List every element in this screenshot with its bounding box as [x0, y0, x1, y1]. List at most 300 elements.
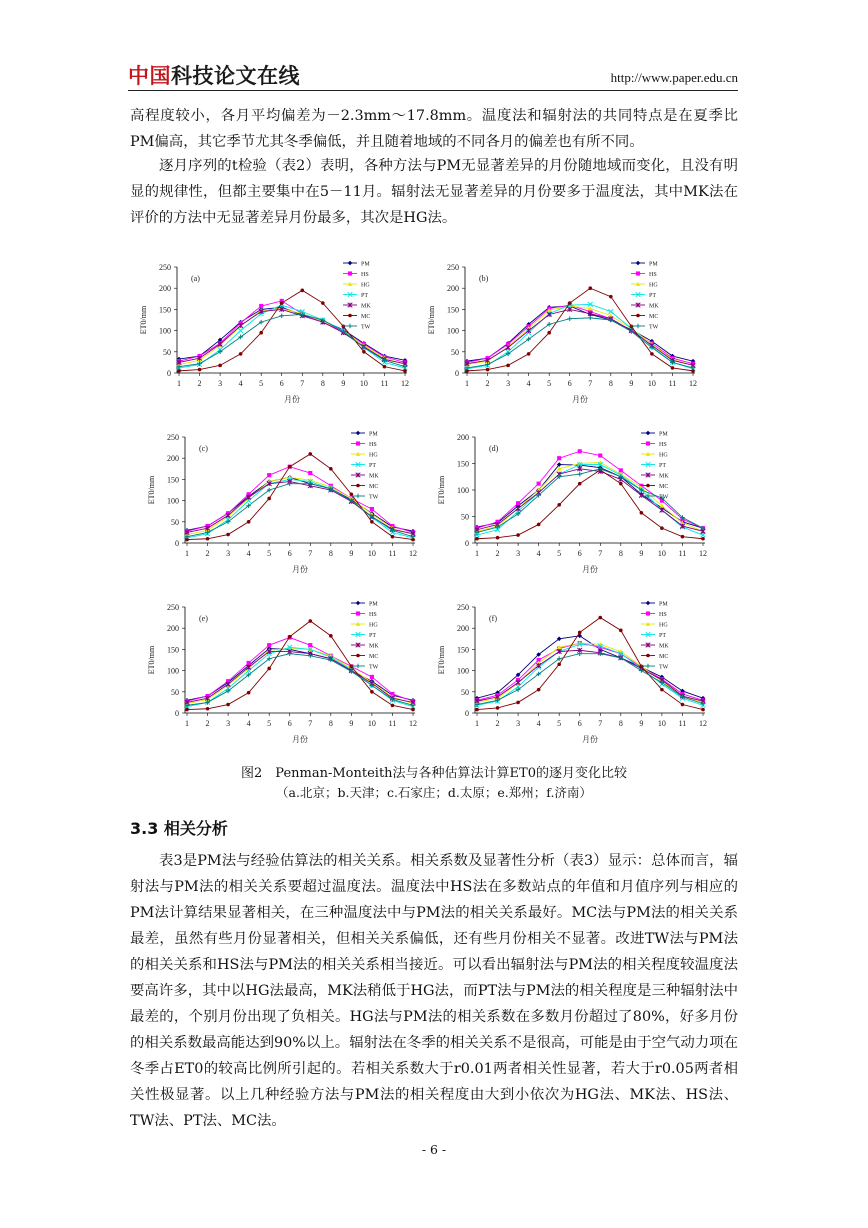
x-tick-label: 2 — [485, 379, 490, 388]
x-tick-label: 5 — [557, 719, 562, 728]
series-tw — [475, 651, 706, 706]
data-point — [640, 511, 644, 515]
data-point — [619, 482, 623, 486]
legend-label: MC — [361, 314, 371, 320]
series-line-mc — [467, 288, 693, 371]
legend-label: HG — [659, 452, 668, 459]
data-point — [547, 331, 551, 335]
x-tick-label: 6 — [577, 719, 582, 728]
series-line-tw — [187, 484, 413, 537]
x-tick-label: 6 — [567, 379, 572, 388]
data-point — [308, 619, 312, 623]
data-point — [247, 520, 251, 524]
y-tick-label: 150 — [457, 459, 469, 469]
series-mk — [185, 479, 416, 536]
data-point — [267, 473, 271, 477]
legend-label: PM — [361, 261, 370, 268]
data-point — [681, 535, 685, 539]
legend-label: PT — [369, 463, 377, 469]
legend-label: TW — [369, 494, 379, 501]
y-tick-label: 250 — [167, 603, 179, 612]
data-point — [267, 497, 271, 501]
data-point — [267, 643, 271, 647]
x-tick-label: 10 — [657, 719, 666, 728]
data-point — [239, 352, 243, 356]
x-tick-label: 1 — [465, 379, 469, 388]
x-tick-label: 2 — [495, 549, 500, 558]
data-point — [537, 523, 541, 527]
x-tick-label: 4 — [526, 379, 531, 388]
series-line-tw — [187, 654, 413, 706]
data-point — [403, 369, 407, 373]
data-point — [475, 537, 479, 541]
data-point — [516, 701, 520, 705]
data-point — [527, 352, 531, 356]
data-point — [660, 688, 664, 692]
x-tick-label: 10 — [647, 379, 656, 388]
data-point — [537, 688, 541, 692]
x-tick-label: 3 — [516, 549, 521, 558]
series-mk — [475, 648, 706, 703]
data-point — [226, 703, 230, 707]
data-point — [259, 331, 263, 335]
legend-label: PT — [361, 293, 369, 299]
y-tick-label: 100 — [159, 326, 171, 336]
x-tick-label: 11 — [388, 549, 397, 558]
y-tick-label: 200 — [447, 284, 459, 294]
legend-label: HG — [649, 282, 658, 289]
series-mk — [185, 649, 416, 704]
data-point — [660, 508, 665, 513]
x-tick-label: 7 — [588, 379, 593, 388]
data-point — [206, 707, 210, 711]
series-tw — [177, 312, 408, 369]
y-axis-label: ET0/mm — [147, 475, 156, 505]
x-tick-label: 12 — [409, 719, 417, 728]
data-point — [300, 289, 304, 293]
data-point — [496, 706, 500, 710]
legend-label: HG — [369, 452, 378, 459]
data-point — [516, 501, 520, 505]
data-point — [598, 651, 603, 656]
series-pt — [185, 477, 416, 540]
data-point — [660, 526, 664, 530]
data-point — [370, 690, 374, 694]
data-point — [578, 631, 582, 635]
y-tick-label: 250 — [159, 263, 171, 272]
x-axis-label: 月份 — [572, 395, 588, 404]
series-hs — [185, 635, 415, 703]
x-tick-label: 10 — [367, 719, 376, 728]
legend-marker — [636, 314, 640, 318]
legend-marker — [646, 654, 650, 658]
legend-label: TW — [659, 664, 669, 671]
data-point — [321, 301, 325, 305]
series-line-pt — [179, 305, 405, 368]
legend-marker — [636, 261, 641, 266]
x-tick-label: 6 — [577, 549, 582, 558]
x-tick-label: 8 — [618, 549, 623, 558]
y-tick-label: 200 — [457, 624, 469, 634]
x-tick-label: 11 — [388, 719, 397, 728]
y-tick-label: 250 — [167, 433, 179, 442]
series-mc — [185, 619, 415, 711]
y-tick-label: 0 — [465, 709, 469, 718]
legend-marker — [646, 611, 650, 615]
panel-label: (b) — [479, 274, 489, 283]
series-line-hs — [467, 305, 693, 364]
legend-marker — [646, 431, 651, 436]
series-hs — [475, 449, 705, 530]
y-tick-label: 200 — [159, 284, 171, 294]
x-tick-label: 5 — [267, 549, 272, 558]
y-tick-label: 0 — [455, 369, 459, 378]
x-tick-label: 2 — [197, 379, 202, 388]
series-mc — [475, 468, 705, 541]
legend-label: MK — [649, 303, 659, 310]
x-tick-label: 9 — [349, 549, 354, 558]
panel-label: (c) — [199, 444, 208, 453]
data-point — [329, 467, 333, 471]
y-axis-label: ET0/mm — [437, 645, 446, 675]
x-tick-label: 7 — [308, 719, 313, 728]
data-point — [391, 704, 395, 708]
x-tick-label: 9 — [629, 379, 634, 388]
legend-label: MC — [369, 654, 379, 660]
legend-label: PT — [659, 633, 667, 639]
page-number: - 6 - — [421, 1142, 447, 1157]
y-axis-label: ET0/mm — [437, 475, 446, 505]
x-axis-label: 月份 — [292, 735, 308, 744]
data-point — [557, 456, 561, 460]
x-tick-label: 4 — [536, 719, 541, 728]
x-tick-label: 5 — [547, 379, 552, 388]
y-tick-label: 100 — [167, 666, 179, 676]
legend-label: HG — [659, 622, 668, 629]
legend-marker — [356, 611, 360, 615]
chart-panel-c — [140, 425, 430, 585]
series-tw — [185, 651, 416, 707]
series-line-mc — [187, 621, 413, 710]
legend-marker — [646, 484, 650, 488]
x-tick-label: 1 — [475, 549, 479, 558]
series-line-mk — [477, 469, 703, 532]
data-point — [280, 301, 284, 305]
x-tick-label: 9 — [639, 549, 644, 558]
legend-label: PT — [369, 633, 377, 639]
legend-marker — [356, 654, 360, 658]
x-tick-label: 7 — [308, 549, 313, 558]
series-pm — [475, 462, 706, 530]
series-mc — [475, 616, 705, 712]
logo-red-text: 中国 — [128, 64, 171, 88]
legend-marker — [356, 601, 361, 606]
data-point — [671, 366, 675, 370]
x-tick-label: 12 — [409, 549, 417, 558]
x-axis-label: 月份 — [582, 735, 598, 744]
x-tick-label: 8 — [328, 549, 333, 558]
x-tick-label: 5 — [557, 549, 562, 558]
x-tick-label: 3 — [218, 379, 223, 388]
legend-label: HS — [659, 612, 667, 618]
data-point — [247, 661, 251, 665]
data-point — [557, 662, 561, 666]
header-url[interactable]: http://www.paper.edu.cn — [610, 70, 738, 85]
paragraph-1: 高程度较小，各月平均偏差为－2.3mm～17.8mm。温度法和辐射法的共同特点是在夏季比PM偏高，其它季节尤其冬季偏低，并且随着地域的不同各月的偏差也有所不同。 — [130, 108, 738, 150]
data-point — [568, 301, 572, 305]
legend-marker — [646, 601, 651, 606]
y-tick-label: 50 — [171, 687, 179, 697]
legend-marker — [348, 261, 353, 266]
legend-marker — [356, 431, 361, 436]
x-tick-label: 8 — [608, 379, 613, 388]
x-tick-label: 7 — [598, 549, 603, 558]
y-tick-label: 150 — [159, 305, 171, 315]
legend-label: HG — [361, 282, 370, 289]
legend-marker — [348, 324, 353, 329]
y-tick-label: 100 — [457, 486, 469, 495]
x-tick-label: 1 — [177, 379, 181, 388]
chart-panel-a — [132, 255, 422, 415]
data-point — [383, 365, 387, 369]
series-line-pt — [477, 465, 703, 535]
legend-label: MC — [659, 654, 669, 660]
panel-label: (d) — [489, 444, 499, 453]
data-point — [288, 465, 292, 469]
x-tick-label: 7 — [598, 719, 603, 728]
legend-label: MK — [369, 473, 379, 480]
data-point — [681, 703, 685, 707]
panel-label: (e) — [199, 614, 208, 623]
series-line-mc — [187, 454, 413, 540]
x-tick-label: 9 — [349, 719, 354, 728]
legend-label: HS — [659, 442, 667, 448]
x-tick-label: 3 — [226, 719, 231, 728]
y-tick-label: 150 — [457, 645, 469, 655]
x-tick-label: 9 — [341, 379, 346, 388]
series-line-mc — [179, 290, 405, 371]
x-tick-label: 11 — [380, 379, 389, 388]
series-line-mc — [477, 618, 703, 710]
y-tick-label: 250 — [457, 603, 469, 612]
legend-marker — [636, 324, 641, 329]
data-point — [588, 316, 593, 321]
legend-marker — [646, 664, 651, 669]
x-tick-label: 5 — [267, 719, 272, 728]
data-point — [391, 535, 395, 539]
data-point — [247, 691, 251, 695]
legend-label: HS — [369, 442, 377, 448]
y-tick-label: 200 — [167, 624, 179, 634]
data-point — [506, 364, 510, 368]
data-point — [486, 368, 490, 372]
series-pt — [475, 462, 706, 537]
y-tick-label: 0 — [175, 709, 179, 718]
legend-label: HS — [361, 272, 369, 278]
series-line-tw — [477, 654, 703, 705]
data-point — [650, 352, 654, 356]
x-tick-label: 7 — [300, 379, 305, 388]
legend-label: MC — [659, 484, 669, 490]
header-logo — [128, 60, 300, 90]
section-title: 3.3 相关分析 — [130, 819, 228, 838]
x-tick-label: 11 — [668, 379, 677, 388]
data-point — [267, 667, 271, 671]
legend-label: MC — [369, 484, 379, 490]
legend-label: HS — [649, 272, 657, 278]
chart-panel-f — [430, 595, 720, 755]
y-tick-label: 100 — [457, 666, 469, 676]
data-point — [609, 295, 613, 299]
x-tick-label: 4 — [246, 719, 251, 728]
header-rule — [128, 90, 738, 91]
y-tick-label: 200 — [457, 433, 469, 442]
data-point — [578, 449, 582, 453]
data-point — [411, 708, 415, 712]
data-point — [177, 369, 181, 373]
figure-caption-line2: （a.北京；b.天津；c.石家庄；d.太原；e.郑州；f.济南） — [276, 785, 592, 800]
x-tick-label: 1 — [185, 549, 189, 558]
x-tick-label: 12 — [699, 719, 707, 728]
data-point — [577, 472, 582, 477]
legend-label: MK — [361, 303, 371, 310]
data-point — [609, 309, 614, 314]
x-tick-label: 12 — [401, 379, 409, 388]
legend-marker — [646, 441, 650, 445]
data-point — [370, 507, 374, 511]
legend-marker — [356, 664, 361, 669]
legend-label: TW — [361, 324, 371, 331]
series-line-pm — [187, 649, 413, 701]
y-tick-label: 100 — [167, 496, 179, 506]
data-point — [350, 492, 354, 496]
x-tick-label: 3 — [516, 719, 521, 728]
logo-black-text: 科技论文在线 — [171, 64, 300, 88]
series-mc — [185, 452, 415, 541]
y-tick-label: 50 — [461, 687, 469, 697]
series-pt — [465, 302, 696, 371]
y-tick-label: 250 — [447, 263, 459, 272]
x-tick-label: 11 — [678, 719, 687, 728]
y-tick-label: 150 — [167, 475, 179, 485]
data-point — [567, 316, 572, 321]
series-line-tw — [467, 318, 693, 368]
x-axis-label: 月份 — [284, 395, 300, 404]
series-tw — [465, 316, 696, 371]
x-tick-label: 6 — [279, 379, 284, 388]
data-point — [185, 708, 189, 712]
x-tick-label: 11 — [678, 549, 687, 558]
data-point — [206, 537, 210, 541]
figure-caption-line1: 图2 Penman-Monteith法与各种估算法计算ET0的逐月变化比较 — [241, 766, 627, 781]
legend-label: MK — [659, 643, 669, 650]
x-axis-label: 月份 — [292, 565, 308, 574]
data-point — [329, 634, 333, 638]
data-point — [516, 533, 520, 537]
series-hs — [465, 303, 695, 366]
legend-label: HG — [369, 622, 378, 629]
legend-label: MK — [659, 473, 669, 480]
series-line-tw — [179, 314, 405, 366]
x-tick-label: 6 — [287, 719, 292, 728]
x-tick-label: 10 — [359, 379, 368, 388]
legend-label: TW — [369, 664, 379, 671]
legend-marker — [348, 314, 352, 318]
legend-label: MC — [649, 314, 659, 320]
x-tick-label: 1 — [185, 719, 189, 728]
legend-label: PT — [649, 293, 657, 299]
legend-marker — [356, 494, 361, 499]
chart-panel-b — [420, 255, 710, 415]
panel-label: (a) — [191, 274, 200, 283]
y-tick-label: 0 — [465, 539, 469, 548]
legend-marker — [356, 441, 360, 445]
x-tick-label: 4 — [238, 379, 243, 388]
legend-label: PM — [659, 431, 668, 438]
series-line-hg — [477, 462, 703, 531]
data-point — [598, 616, 602, 620]
series-mc — [177, 289, 407, 373]
x-tick-label: 12 — [689, 379, 697, 388]
y-axis-label: ET0/mm — [427, 305, 436, 335]
x-tick-label: 8 — [328, 719, 333, 728]
x-tick-label: 9 — [639, 719, 644, 728]
x-tick-label: 4 — [246, 549, 251, 558]
data-point — [496, 536, 500, 540]
data-point — [370, 675, 374, 679]
legend-marker — [356, 484, 360, 488]
x-tick-label: 3 — [226, 549, 231, 558]
data-point — [516, 680, 521, 685]
x-tick-label: 2 — [495, 719, 500, 728]
x-tick-label: 2 — [205, 549, 210, 558]
y-tick-label: 0 — [167, 369, 171, 378]
x-tick-label: 12 — [699, 549, 707, 558]
legend-label: TW — [649, 324, 659, 331]
y-tick-label: 200 — [167, 454, 179, 464]
x-tick-label: 5 — [259, 379, 264, 388]
data-point — [619, 629, 623, 633]
x-tick-label: 8 — [618, 719, 623, 728]
chart-panel-e — [140, 595, 430, 755]
y-tick-label: 50 — [163, 347, 171, 357]
legend-label: MK — [369, 643, 379, 650]
panel-label: (f) — [489, 614, 497, 623]
y-axis-label: ET0/mm — [147, 645, 156, 675]
data-point — [198, 368, 202, 372]
x-tick-label: 6 — [287, 549, 292, 558]
data-point — [279, 313, 284, 318]
x-tick-label: 3 — [506, 379, 511, 388]
x-tick-label: 2 — [205, 719, 210, 728]
series-line-pt — [187, 647, 413, 706]
data-point — [701, 537, 705, 541]
data-point — [557, 503, 561, 507]
chart-panel-d — [430, 425, 720, 585]
x-tick-label: 1 — [475, 719, 479, 728]
data-point — [701, 708, 705, 712]
data-point — [475, 708, 479, 712]
legend-label: PM — [659, 601, 668, 608]
data-point — [238, 328, 243, 333]
y-tick-label: 50 — [461, 512, 469, 522]
data-point — [288, 635, 292, 639]
series-line-pt — [187, 479, 413, 538]
data-point — [218, 364, 222, 368]
legend-label: PT — [659, 463, 667, 469]
data-point — [226, 533, 230, 537]
legend-label: HS — [369, 612, 377, 618]
